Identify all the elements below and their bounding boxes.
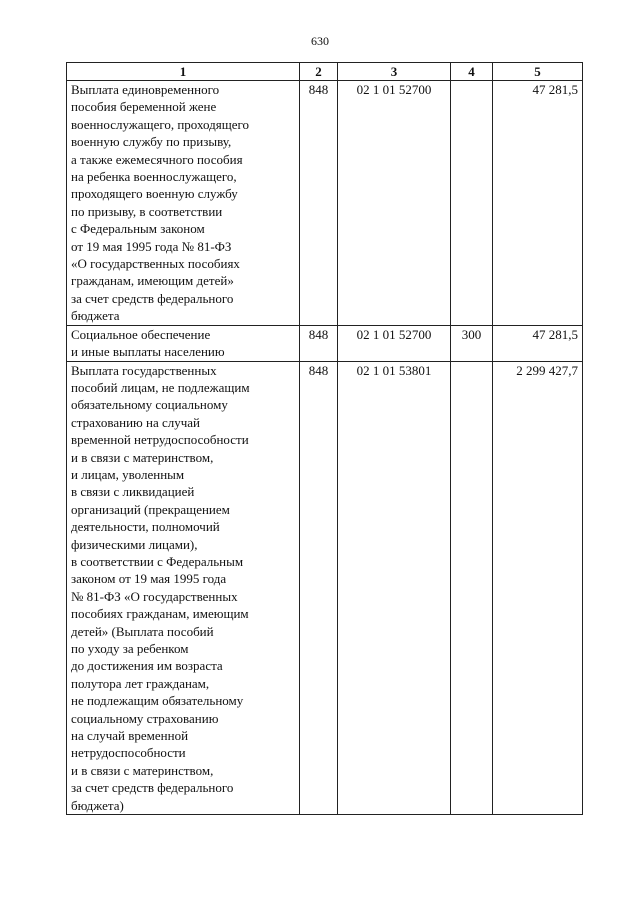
row-amount: 47 281,5 (493, 325, 583, 361)
table-row (67, 81, 583, 326)
row-ministry-code: 848 (300, 325, 338, 361)
row-target-article: 02 1 01 52700 (338, 325, 451, 361)
table-row (67, 361, 583, 815)
header-col-2: 2 (300, 63, 338, 81)
budget-table (66, 62, 583, 815)
table-row (67, 325, 583, 361)
row-amount: 47 281,5 (493, 81, 583, 326)
row-description: Выплата единовременного пособия беременной жене военнослужащего, проходящего военную службу по призыву, а также ежемесячного пособия на ребенка военнослужащего, проходящего военную службу по призыву, в соответствии с Федеральным законом от 19 мая 1995 года № 81-ФЗ «О государственных пособиях гражданам, имеющим детей» за счет средств федерального бюджета (67, 81, 300, 326)
row-ministry-code: 848 (300, 361, 338, 815)
row-expense-type: 300 (451, 325, 493, 361)
header-row (67, 63, 583, 81)
page-number: 630 (311, 34, 329, 48)
header-col-5: 5 (493, 63, 583, 81)
row-expense-type (451, 361, 493, 815)
header-col-3: 3 (338, 63, 451, 81)
row-target-article: 02 1 01 52700 (338, 81, 451, 326)
row-amount: 2 299 427,7 (493, 361, 583, 815)
row-expense-type (451, 81, 493, 326)
row-ministry-code: 848 (300, 81, 338, 326)
header-col-1: 1 (67, 63, 300, 81)
row-description: Социальное обеспечение и иные выплаты населению (67, 325, 300, 361)
header-col-4: 4 (451, 63, 493, 81)
row-description: Выплата государственных пособий лицам, не подлежащим обязательному социальному страхованию на случай временной нетрудоспособности и в связи с материнством, и лицам, уволенным в связи с ликвидацией организаций (прекращением деятельности, полномочий физическими лицами), в соответствии с Федеральным законом от 19 мая 1995 года № 81-ФЗ «О государственных пособиях гражданам, имеющим детей» (Выплата пособий по уходу за ребенком до достижения им возраста полутора лет гражданам, не подлежащим обязательному социальному страхованию на случай временной нетрудоспособности и в связи с материнством, за счет средств федерального бюджета) (67, 361, 300, 815)
row-target-article: 02 1 01 53801 (338, 361, 451, 815)
